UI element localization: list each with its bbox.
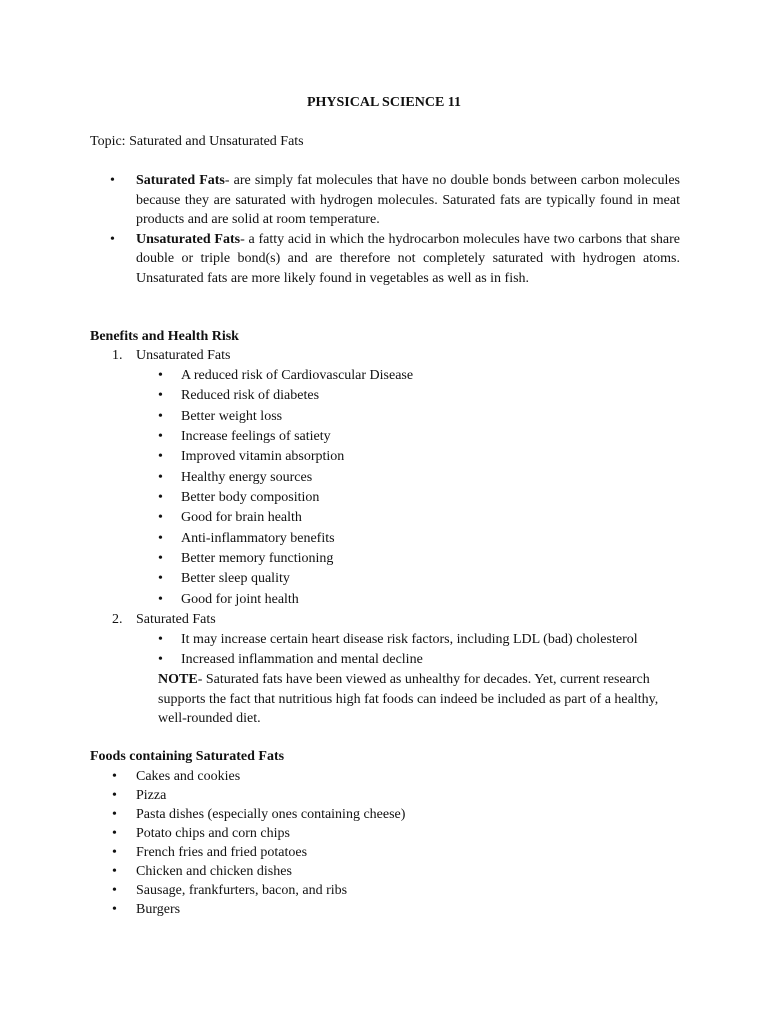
definition-item	[110, 230, 680, 289]
list-item: • Increased inflammation and mental decline	[158, 650, 688, 670]
list-item: • Reduced risk of diabetes	[158, 386, 688, 406]
list-item: • Sausage, frankfurters, bacon, and ribs	[112, 881, 612, 900]
list-item: • It may increase certain heart disease risk factors, including LDL (bad) cholesterol	[158, 630, 688, 650]
item-number: 2.	[112, 612, 123, 627]
list-item: • Anti-inflammatory benefits	[158, 529, 688, 549]
list-item: • Good for brain health	[158, 508, 688, 528]
note-paragraph	[158, 670, 688, 729]
list-item: • Pasta dishes (especially ones containing cheese)	[112, 805, 612, 824]
foods-heading: Foods containing Saturated Fats	[90, 749, 285, 764]
item-number: 1.	[112, 348, 123, 363]
benefits-heading: Benefits and Health Risk	[90, 329, 239, 344]
list-item: • Burgers	[112, 900, 612, 919]
list-item: • Healthy energy sources	[158, 468, 688, 488]
list-item: • Good for joint health	[158, 590, 688, 610]
note-label: NOTE	[158, 672, 198, 687]
definitions-list	[110, 171, 680, 289]
topic-line: Topic: Saturated and Unsaturated Fats	[90, 134, 304, 149]
list-item: • Improved vitamin absorption	[158, 447, 688, 467]
list-item: • Cakes and cookies	[112, 767, 612, 786]
list-item: • Chicken and chicken dishes	[112, 862, 612, 881]
foods-list	[112, 767, 612, 919]
numbered-item-saturated	[112, 610, 216, 630]
definition-item	[110, 171, 680, 230]
definition-term: Saturated Fats	[136, 173, 225, 188]
note-text: - Saturated fats have been viewed as unhealthy for decades. Yet, current research supports the fact that nutritious high fat foods can indeed be included as part of a healthy, well-rounded diet.	[158, 672, 659, 727]
numbered-item-unsaturated	[112, 346, 230, 366]
definition-text: - a fatty acid in which the hydrocarbon molecules have two carbons that share double or triple bond(s) and are therefore not completely saturated with hydrogen atoms. Unsaturated fats are more likely found in vegetables as well as in fish.	[136, 231, 680, 286]
list-item: • Increase feelings of satiety	[158, 427, 688, 447]
item-label: Unsaturated Fats	[136, 348, 231, 363]
list-item: • Better body composition	[158, 488, 688, 508]
list-item: • A reduced risk of Cardiovascular Disease	[158, 366, 688, 386]
list-item: • Better memory functioning	[158, 549, 688, 569]
list-item: • Better weight loss	[158, 407, 688, 427]
list-item: • French fries and fried potatoes	[112, 843, 612, 862]
list-item: • Pizza	[112, 786, 612, 805]
page-title: PHYSICAL SCIENCE 11	[306, 95, 462, 110]
unsaturated-benefits-list	[158, 366, 688, 610]
definition-term: Unsaturated Fats	[136, 231, 241, 247]
list-item: • Potato chips and corn chips	[112, 824, 612, 843]
list-item: • Better sleep quality	[158, 569, 688, 589]
saturated-risks-list	[158, 630, 688, 671]
definition-text: - are simply fat molecules that have no double bonds between carbon molecules because they are saturated with hydrogen molecules. Saturated fats are typically found in meat products and are solid at room temperature.	[136, 173, 681, 228]
item-label: Saturated Fats	[136, 612, 216, 627]
